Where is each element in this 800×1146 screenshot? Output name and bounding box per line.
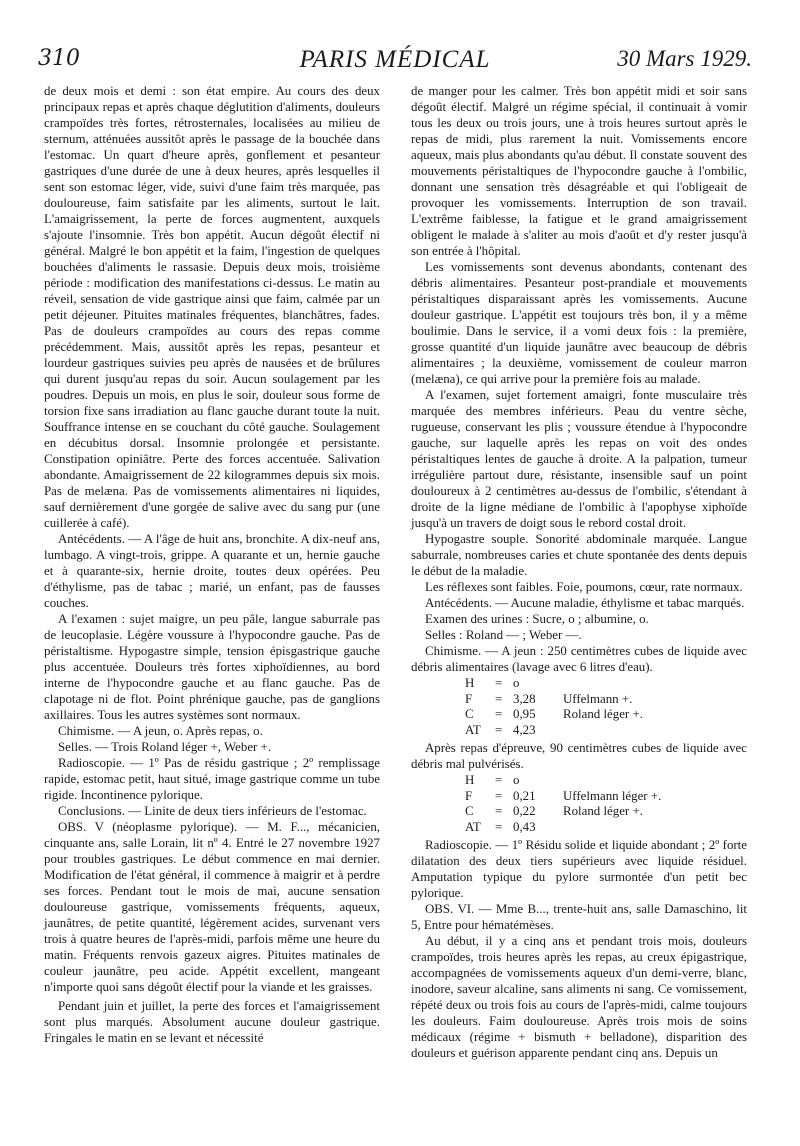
page-number: 310 <box>38 46 80 71</box>
paragraph: Au début, il y a cinq ans et pendant trois mois, douleurs crampoïdes, trois heures après les repas, au creux épigastrique, accompagnées de vomissements aqueux d'un demi-verre, blanc, inodore, saveur alcaline, sans aliments ni sang. Ce vomissement, répété deux ou trois fois au cours de l'après-midi, calme toujours les douleurs. Faim douloureuse. Après trois mois de soins médicaux (régime + bismuth + belladone), disparition des douleurs et guérison apparente pendant cinq ans. Depuis un <box>411 934 747 1060</box>
lab-note <box>563 723 647 739</box>
lab-value: 0,21 <box>513 788 536 803</box>
lab-value: 4,23 <box>513 722 536 737</box>
lab-key: F <box>465 788 473 803</box>
paragraph: A l'examen : sujet maigre, un peu pâle, langue saburrale pas de leucoplasie. Légère voussure à l'hypocondre gauche. Pas de péristaltisme. Hypogastre simple, tension épisgastrique gauche plus accentuée. Douleurs très fortes xiphoïdiennes, au bord interne de l'hypocondre gauche et au flanc gauche. Pas de clapotage ni de flot. Point phrénique gauche, pas de ganglions axillaires. Tous les autres systèmes sont normaux. <box>44 612 380 722</box>
lab-results-after-meal <box>465 773 665 835</box>
lab-results-fasting <box>465 676 647 738</box>
lab-value: 3,28 <box>513 691 536 706</box>
paragraph: Chimisme. — A jeun, o. Après repas, o. <box>58 724 263 738</box>
lab-row: F = 3,28 Uffelmann +. <box>465 692 647 708</box>
paragraph: Examen des urines : Sucre, o ; albumine, o. <box>425 612 649 626</box>
lab-note <box>563 676 647 692</box>
lab-note: Roland léger +. <box>563 707 643 721</box>
left-column <box>44 83 380 1046</box>
lab-key: AT <box>465 819 481 834</box>
issue-date: 30 Mars 1929. <box>617 46 752 71</box>
lab-key: C <box>465 804 474 818</box>
lab-note: Uffelmann léger +. <box>563 788 662 803</box>
lab-row: H = o <box>465 676 647 692</box>
paragraph: Les réflexes sont faibles. Foie, poumons, cœur, rate normaux. <box>425 580 743 594</box>
paragraph: Selles : Roland — ; Weber —. <box>425 628 582 642</box>
paragraph: Conclusions. — Linite de deux tiers inférieurs de l'estomac. <box>58 804 367 818</box>
lab-value: o <box>513 676 520 690</box>
paragraph: de deux mois et demi : son état empire. Au cours des deux principaux repas et après chaque déglutition d'aliments, douleurs crampoïdes très fortes, rétrosternales, localisées au milieu de sternum, atténuées aussitôt après le passage de la bouchée dans l'estomac. Un quart d'heure après, gonflement et pesanteur gastriques d'une durée de une à deux heures, après lesquelles il sent son estomac léger, vide, suivi d'une faim très marquée, pas douloureuse, faim satisfaite par les aliments, surtout le lait. L'amaigrissement, la perte de forces augmentent, auxquels s'ajoute l'insomnie. Très bon appétit. Aucun dégoût électif ni général. Malgré le bon appétit et la faim, l'ingestion de quelques bouchées d'aliments le rassasie. Depuis deux mois, troisième période : modification des manifestations ci-dessus. Le matin au réveil, sensation de vide gastrique ainsi que faim, calmée par un petit déjeuner. Pituites matinales fréquentes, blanchâtres, fades. Pas de douleurs crampoïdes au cours des repas comme précédemment. Mais, aussitôt après les repas, pesanteur et lourdeur gastriques suivies peu après de nausées et de brûlures qui durent jusqu'au repas du soir. Aucun soulagement par les poudres. Depuis un mois, en plus le soir, douleur sous forme de torsion fixe sans irradiation au flanc gauche durant toute la nuit. Souffrance intense en se couchant du côté gauche. Soulagement en décubitus dorsal. Insomnie prolongée et persistante. Constipation opiniâtre. Perte des forces accentuée. Salivation abondante. Amaigrissement de 22 kilogrammes depuis six mois. Pas de melæna. Pas de vomissements alimentaires ni liquides, sauf dernièrement d'une gorgée de salive avec du sang pur (une cuillerée à café). <box>44 84 380 530</box>
journal-title: PARIS MÉDICAL <box>299 46 491 73</box>
lab-note <box>563 820 665 836</box>
lab-row: C = 0,22 Roland léger +. <box>465 804 665 820</box>
lab-note <box>563 773 665 789</box>
paragraph: Selles. — Trois Roland léger +, Weber +. <box>58 740 272 754</box>
paragraph: Pendant juin et juillet, la perte des forces et l'amaigrissement sont plus marqués. Absolument aucune douleur gastrique. Fringales le matin en se levant et nécessité <box>44 999 380 1045</box>
lab-value: o <box>513 773 520 787</box>
lab-row: AT = 4,23 <box>465 723 647 739</box>
lab-note: Roland léger +. <box>563 804 643 818</box>
paragraph: A l'examen, sujet fortement amaigri, fonte musculaire très marquée des membres inférieurs. Peau du ventre sèche, rugueuse, conservant les plis ; voussure étendue à l'hypocondre gauche, sur laquelle après les repas on voit des ondes péristaltiques lentes de gauche à droite. A la palpation, tumeur irrégulière partout dure, résistante, insensible sauf un point douloureux à 2 centimètres au-dessus de l'ombilic, s'étendant à droite de la ligne médiane de l'ombilic à l'apophyse xiphoïde jusqu'à un travers de doigt sous le rebord costal droit. <box>411 388 747 530</box>
lab-key: AT <box>465 722 481 737</box>
lab-row: AT = 0,43 <box>465 820 665 836</box>
lab-row: F = 0,21 Uffelmann léger +. <box>465 789 665 805</box>
paragraph: Radioscopie. — 1º Pas de résidu gastrique ; 2º remplissage rapide, estomac petit, haut situé, image gastrique comme un tube rigide. Incontinence pylorique. <box>44 756 380 802</box>
right-column <box>411 83 747 1061</box>
lab-value: 0,95 <box>513 707 536 721</box>
page-header <box>38 46 752 86</box>
paragraph: OBS. VI. — Mme B..., trente-huit ans, salle Damaschino, lit 5, Entre pour hématémèses. <box>411 902 747 932</box>
lab-note: Uffelmann +. <box>563 691 633 706</box>
paragraph: Antécédents. — A l'âge de huit ans, bronchite. A dix-neuf ans, lumbago. A vingt-trois, grippe. A quarante et un, hernie gauche et à quarante-six, hernie droite, toutes deux opérées. Peu d'éthylisme, pas de tabac ; marié, un enfant, pas de fausses couches. <box>44 532 380 610</box>
lab-value: 0,43 <box>513 819 536 834</box>
lab-key: H <box>465 773 475 787</box>
paragraph: Après repas d'épreuve, 90 centimètres cubes de liquide avec débris mal pulvérisés. <box>411 741 747 771</box>
lab-value: 0,22 <box>513 804 536 818</box>
paragraph: Chimisme. — A jeun : 250 centimètres cubes de liquide avec débris alimentaires (lavage avec 6 litres d'eau). <box>411 644 747 674</box>
paragraph: Antécédents. — Aucune maladie, éthylisme et tabac marqués. <box>425 596 745 610</box>
paragraph: Les vomissements sont devenus abondants, contenant des débris alimentaires. Pesanteur post-prandiale et mouvements péristaltiques disparaissant après les vomissements. Aucune douleur gastrique. L'appétit est toujours très bon, il y a même boulimie. Dans le service, il a vomi deux fois : la première, grosse quantité d'un liquide jaunâtre avec beaucoup de débris alimentaires ; la deuxième, vomissement de couleur marron (melæna), ce qui arrive pour la première fois au malade. <box>411 260 747 386</box>
lab-key: F <box>465 691 473 706</box>
lab-key: C <box>465 707 474 721</box>
lab-row: H = o <box>465 773 665 789</box>
paragraph: Hypogastre souple. Sonorité abdominale marquée. Langue saburrale, nombreuses caries et chute spontanée des dents depuis le début de la maladie. <box>411 532 747 578</box>
lab-key: H <box>465 676 475 690</box>
paragraph: OBS. V (néoplasme pylorique). — M. F..., mécanicien, cinquante ans, salle Lorain, lit nº 4. Entré le 27 novembre 1927 pour troubles gastriques. Le début commence en mai dernier. Modification de l'état général, il commence à maigrir et à perdre ses forces. Pendant tout le mois de mai, aucune sensation douloureuse gastrique, vomissements fréquents, aqueux, jaunâtres, de petite quantité, légèrement acides, survenant vers trois à quatre heures de l'après-midi, parfois même une heure du matin. Fréquents renvois gazeux aigres. Pituites matinales de couleur jaunâtre, peu acide. Appétit excellent, mangeant n'importe quoi sans dégoût électif pour la viande et les graisses. <box>44 820 380 994</box>
lab-row: C = 0,95 Roland léger +. <box>465 707 647 723</box>
paragraph: de manger pour les calmer. Très bon appétit midi et soir sans dégoût électif. Malgré un régime spécial, il continuait à vomir tous les deux ou trois jours, une à trois heures surtout après le repas de midi, plus rarement la nuit. Vomissements encore aqueux, mais plus abondants qu'au début. Il constate souvent des mouvements péristaltiques de l'hypocondre gauche à l'ombilic, donnant une sensation très désagréable et qui l'obligeait de provoquer les vomissements. Interruption de son travail. L'extrême faiblesse, la fatigue et le grand amaigrissement obligent le malade à s'aliter au mois d'août et d'y rester jusqu'à son entrée à l'hôpital. <box>411 84 747 258</box>
paragraph: Radioscopie. — 1º Résidu solide et liquide abondant ; 2º forte dilatation des deux tiers supérieurs avec liquide résiduel. Amputation typique du pylore surmontée d'un petit bec pylorique. <box>411 838 747 900</box>
